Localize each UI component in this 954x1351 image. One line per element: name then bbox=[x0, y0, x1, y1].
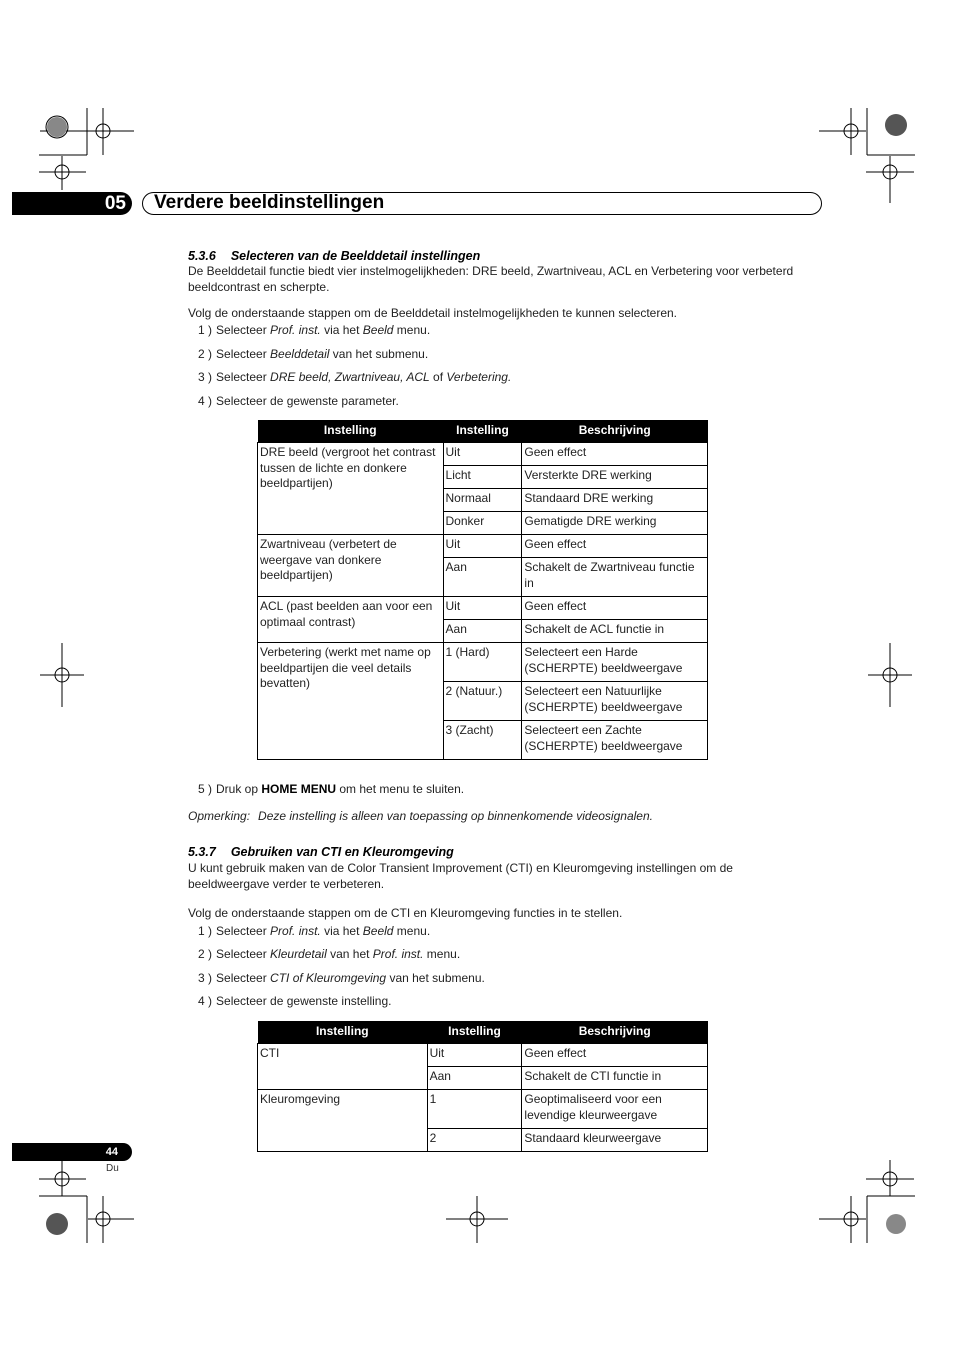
section-title: Gebruiken van CTI en Kleuromgeving bbox=[230, 845, 454, 859]
table-header: Instelling bbox=[258, 1021, 428, 1044]
step-item: 1 ) Selecteer Prof. inst. via het Beeld menu. bbox=[198, 323, 431, 337]
table-header-row bbox=[258, 1021, 708, 1044]
setting-value: 2 (Natuur.) bbox=[443, 682, 522, 721]
setting-value: Normaal bbox=[443, 489, 522, 512]
setting-name: CTI bbox=[258, 1044, 428, 1090]
table-row bbox=[258, 1044, 708, 1067]
setting-description: Selecteert een Harde (SCHERPTE) beeldweergave bbox=[522, 643, 708, 682]
setting-name: Kleuromgeving bbox=[258, 1090, 428, 1152]
setting-description: Gematigde DRE werking bbox=[522, 512, 708, 535]
setting-name: Verbetering (werkt met name op beeldpartijen die veel details bevatten) bbox=[258, 643, 444, 760]
setting-description: Geen effect bbox=[522, 535, 708, 558]
setting-value: 3 (Zacht) bbox=[443, 721, 522, 760]
section-heading bbox=[188, 249, 480, 263]
setting-name: ACL (past beelden aan voor een optimaal contrast) bbox=[258, 597, 444, 643]
setting-value: Aan bbox=[427, 1067, 522, 1090]
chapter-number: 05 bbox=[12, 192, 132, 215]
setting-value: Licht bbox=[443, 466, 522, 489]
setting-description: Schakelt de Zwartniveau functie in bbox=[522, 558, 708, 597]
step-item: 1 ) Selecteer Prof. inst. via het Beeld menu. bbox=[198, 924, 431, 938]
home-menu-key: HOME MENU bbox=[261, 782, 337, 796]
setting-description: Geoptimaliseerd voor een levendige kleurweergave bbox=[522, 1090, 708, 1129]
table-row bbox=[258, 443, 708, 466]
table-row bbox=[258, 597, 708, 620]
setting-description: Schakelt de CTI functie in bbox=[522, 1067, 708, 1090]
setting-value: 2 bbox=[427, 1129, 522, 1152]
setting-description: Geen effect bbox=[522, 443, 708, 466]
section-heading bbox=[188, 845, 454, 859]
page-language: Du bbox=[106, 1163, 119, 1174]
setting-description: Standaard DRE werking bbox=[522, 489, 708, 512]
setting-value: Uit bbox=[443, 443, 522, 466]
setting-description: Schakelt de ACL functie in bbox=[522, 620, 708, 643]
setting-value: Donker bbox=[443, 512, 522, 535]
step-item: 5 ) Druk op HOME MENU om het menu te sluiten. bbox=[198, 782, 465, 796]
step-item: 3 ) Selecteer CTI of Kleuromgeving van het submenu. bbox=[198, 971, 485, 985]
step-item: 4 ) Selecteer de gewenste instelling. bbox=[198, 994, 392, 1008]
note-text: Deze instelling is alleen van toepassing op binnenkomende videosignalen. bbox=[258, 809, 653, 823]
setting-description: Standaard kleurweergave bbox=[522, 1129, 708, 1152]
page-number: 44 bbox=[12, 1143, 132, 1161]
section-lead: Volg de onderstaande stappen om de CTI en Kleuromgeving functies in te stellen. bbox=[188, 906, 623, 920]
table-row bbox=[258, 643, 708, 682]
setting-value: Aan bbox=[443, 620, 522, 643]
setting-value: Uit bbox=[427, 1044, 522, 1067]
table-header: Instelling bbox=[427, 1021, 522, 1044]
setting-name: DRE beeld (vergroot het contrast tussen de lichte en donkere beeldpartijen) bbox=[258, 443, 444, 535]
settings-table bbox=[257, 420, 708, 760]
setting-name: Zwartniveau (verbetert de weergave van donkere beeldpartijen) bbox=[258, 535, 444, 597]
table-header: Instelling bbox=[258, 420, 444, 443]
table-header: Beschrijving bbox=[522, 420, 708, 443]
setting-value: Uit bbox=[443, 535, 522, 558]
step-item: 3 ) Selecteer DRE beeld, Zwartniveau, ACL of Verbetering. bbox=[198, 370, 512, 384]
chapter-title: Verdere beeldinstellingen bbox=[154, 192, 385, 213]
table-row bbox=[258, 1090, 708, 1129]
section-title: Selecteren van de Beelddetail instellingen bbox=[230, 249, 481, 263]
step-item: 4 ) Selecteer de gewenste parameter. bbox=[198, 394, 399, 408]
section-intro: De Beelddetail functie biedt vier instelmogelijkheden: DRE beeld, Zwartniveau, ACL en Verbetering voor verbeterd beeldcontrast en scherpte. bbox=[188, 264, 794, 294]
settings-table bbox=[257, 1021, 708, 1152]
step-item: 2 ) Selecteer Kleurdetail van het Prof. inst. menu. bbox=[198, 947, 461, 961]
section-intro: U kunt gebruik maken van de Color Transient Improvement (CTI) en Kleuromgeving instellingen om de beeldweergave verder te verbeteren. bbox=[188, 861, 733, 891]
table-header: Beschrijving bbox=[522, 1021, 708, 1044]
setting-value: 1 (Hard) bbox=[443, 643, 522, 682]
section-number: 5.3.6 bbox=[188, 249, 216, 263]
setting-value: Uit bbox=[443, 597, 522, 620]
setting-description: Selecteert een Natuurlijke (SCHERPTE) beeldweergave bbox=[522, 682, 708, 721]
setting-description: Selecteert een Zachte (SCHERPTE) beeldweergave bbox=[522, 721, 708, 760]
table-header-row bbox=[258, 420, 708, 443]
note bbox=[188, 808, 653, 824]
setting-value: 1 bbox=[427, 1090, 522, 1129]
section-number: 5.3.7 bbox=[188, 845, 216, 859]
table-header: Instelling bbox=[443, 420, 522, 443]
setting-description: Versterkte DRE werking bbox=[522, 466, 708, 489]
table-row bbox=[258, 535, 708, 558]
section-lead: Volg de onderstaande stappen om de Beelddetail instelmogelijkheden te kunnen selecteren. bbox=[188, 306, 678, 320]
note-label: Opmerking: bbox=[188, 809, 251, 823]
setting-description: Geen effect bbox=[522, 1044, 708, 1067]
setting-value: Aan bbox=[443, 558, 522, 597]
setting-description: Geen effect bbox=[522, 597, 708, 620]
step-item: 2 ) Selecteer Beelddetail van het submenu. bbox=[198, 347, 429, 361]
